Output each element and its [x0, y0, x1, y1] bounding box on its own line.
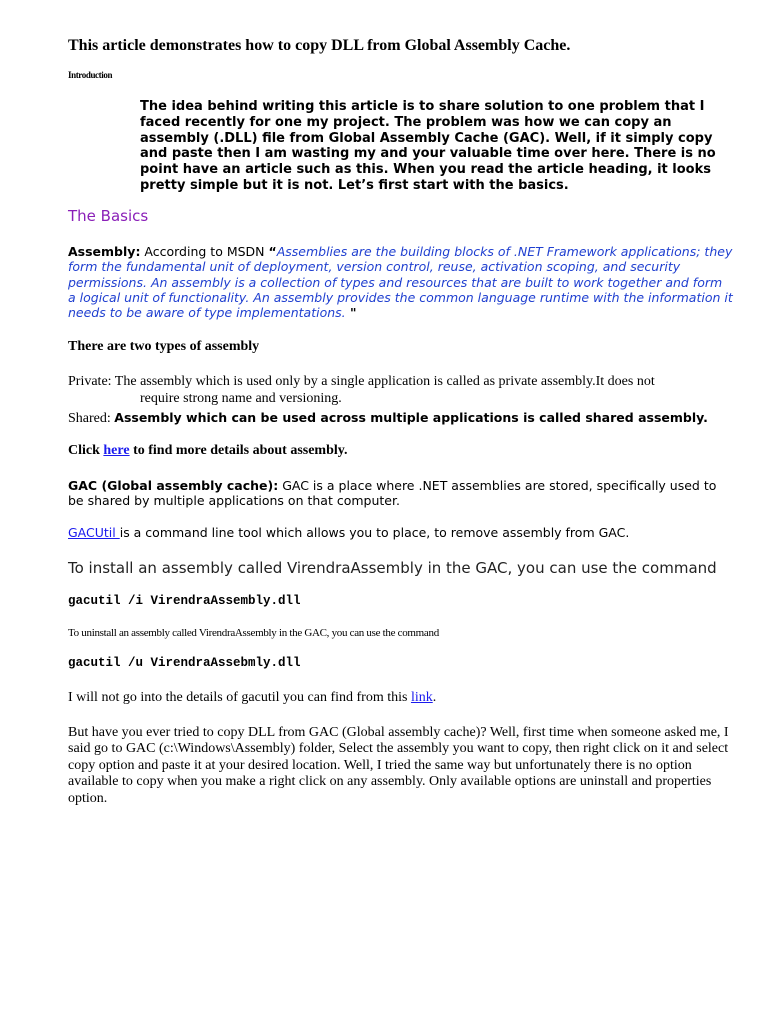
uninstall-command: gacutil /u VirendraAssebmly.dll [68, 656, 301, 670]
close-quote: " [345, 305, 357, 321]
types-heading: There are two types of assembly [68, 339, 260, 354]
assembly-prefix: According to MSDN [140, 244, 269, 259]
install-command: gacutil /i VirendraAssembly.dll [68, 594, 301, 608]
private-text: The assembly which is used only by a single application is called as private assembly.It does not [114, 374, 655, 389]
uninstall-instruction: To uninstall an assembly called VirendraAssembly in the GAC, you can use the command [68, 627, 439, 639]
gac-colon: : [273, 478, 279, 493]
gacutil-details-line [68, 690, 733, 706]
gac-text: GAC is a place where .NET assemblies are stored, specifically used to be shared by multiple applications on that computer. [68, 478, 717, 509]
copy-dll-paragraph: But have you ever tried to copy DLL from GAC (Global assembly cache)? Well, first time when someone asked me, I said go to GAC (c:\Windows\Assembly) folder, Select the assembly you want to copy, then right click on it and select copy option and paste it at your desired location. Well, I tried the same way but unfortunately there is no option available to copy when you make a right click on any assembly. Only available options are uninstall and properties option. [68, 725, 729, 806]
gacutil-link[interactable]: GACUtil [68, 525, 120, 540]
assembly-label: Assembly: [68, 244, 141, 259]
msdn-quote: Assemblies are the building blocks of .NET Framework applications; they form the fundamental unit of deployment, version control, reuse, activation scoping, and security permissions. An assembly is a collection of types and resources that are built to work together and form a logical unit of functionality. An assembly provides the common language runtime with the information it needs to be aware of type implementations. [68, 244, 733, 321]
assembly-definition [68, 244, 733, 320]
here-link[interactable]: here [103, 443, 130, 458]
shared-text: Assembly which can be used across multiple applications is called shared assembly. [114, 410, 708, 425]
article-title: This article demonstrates how to copy DLL from Global Assembly Cache. [68, 37, 571, 54]
private-assembly [68, 373, 733, 407]
gac-label: GAC (Global assembly cache) [68, 478, 274, 493]
gac-definition [68, 478, 733, 509]
shared-label: Shared: [68, 411, 115, 426]
click-before: Click [68, 443, 104, 458]
basics-heading: The Basics [68, 207, 149, 225]
private-text-continued: require strong name and versioning. [140, 391, 342, 406]
notgo-after: . [432, 690, 437, 705]
private-label: Private: [68, 374, 115, 389]
open-quote: “ [268, 244, 277, 259]
click-here-line [68, 443, 733, 459]
gacutil-line [68, 525, 733, 540]
shared-assembly [68, 409, 733, 427]
click-after: to find more details about assembly. [129, 443, 348, 458]
notgo-before: I will not go into the details of gacutil you can find from this [68, 690, 411, 705]
link-link[interactable]: link [410, 690, 433, 705]
intro-body: The idea behind writing this article is to share solution to one problem that I faced recently for one my project. The problem was how we can copy an assembly (.DLL) file from Global Assembly Cache (GAC). Well, if it simply copy and paste then I am wasting my and your valuable time over here. There is no point have an article such as this. When you read the article heading, it looks pretty simple but it is not. Let’s first start with the basics. [140, 99, 716, 193]
intro-heading: Introduction [68, 70, 113, 80]
gacutil-text: is a command line tool which allows you to place, to remove assembly from GAC. [119, 525, 630, 540]
install-instruction: To install an assembly called VirendraAssembly in the GAC, you can use the command [68, 559, 717, 577]
